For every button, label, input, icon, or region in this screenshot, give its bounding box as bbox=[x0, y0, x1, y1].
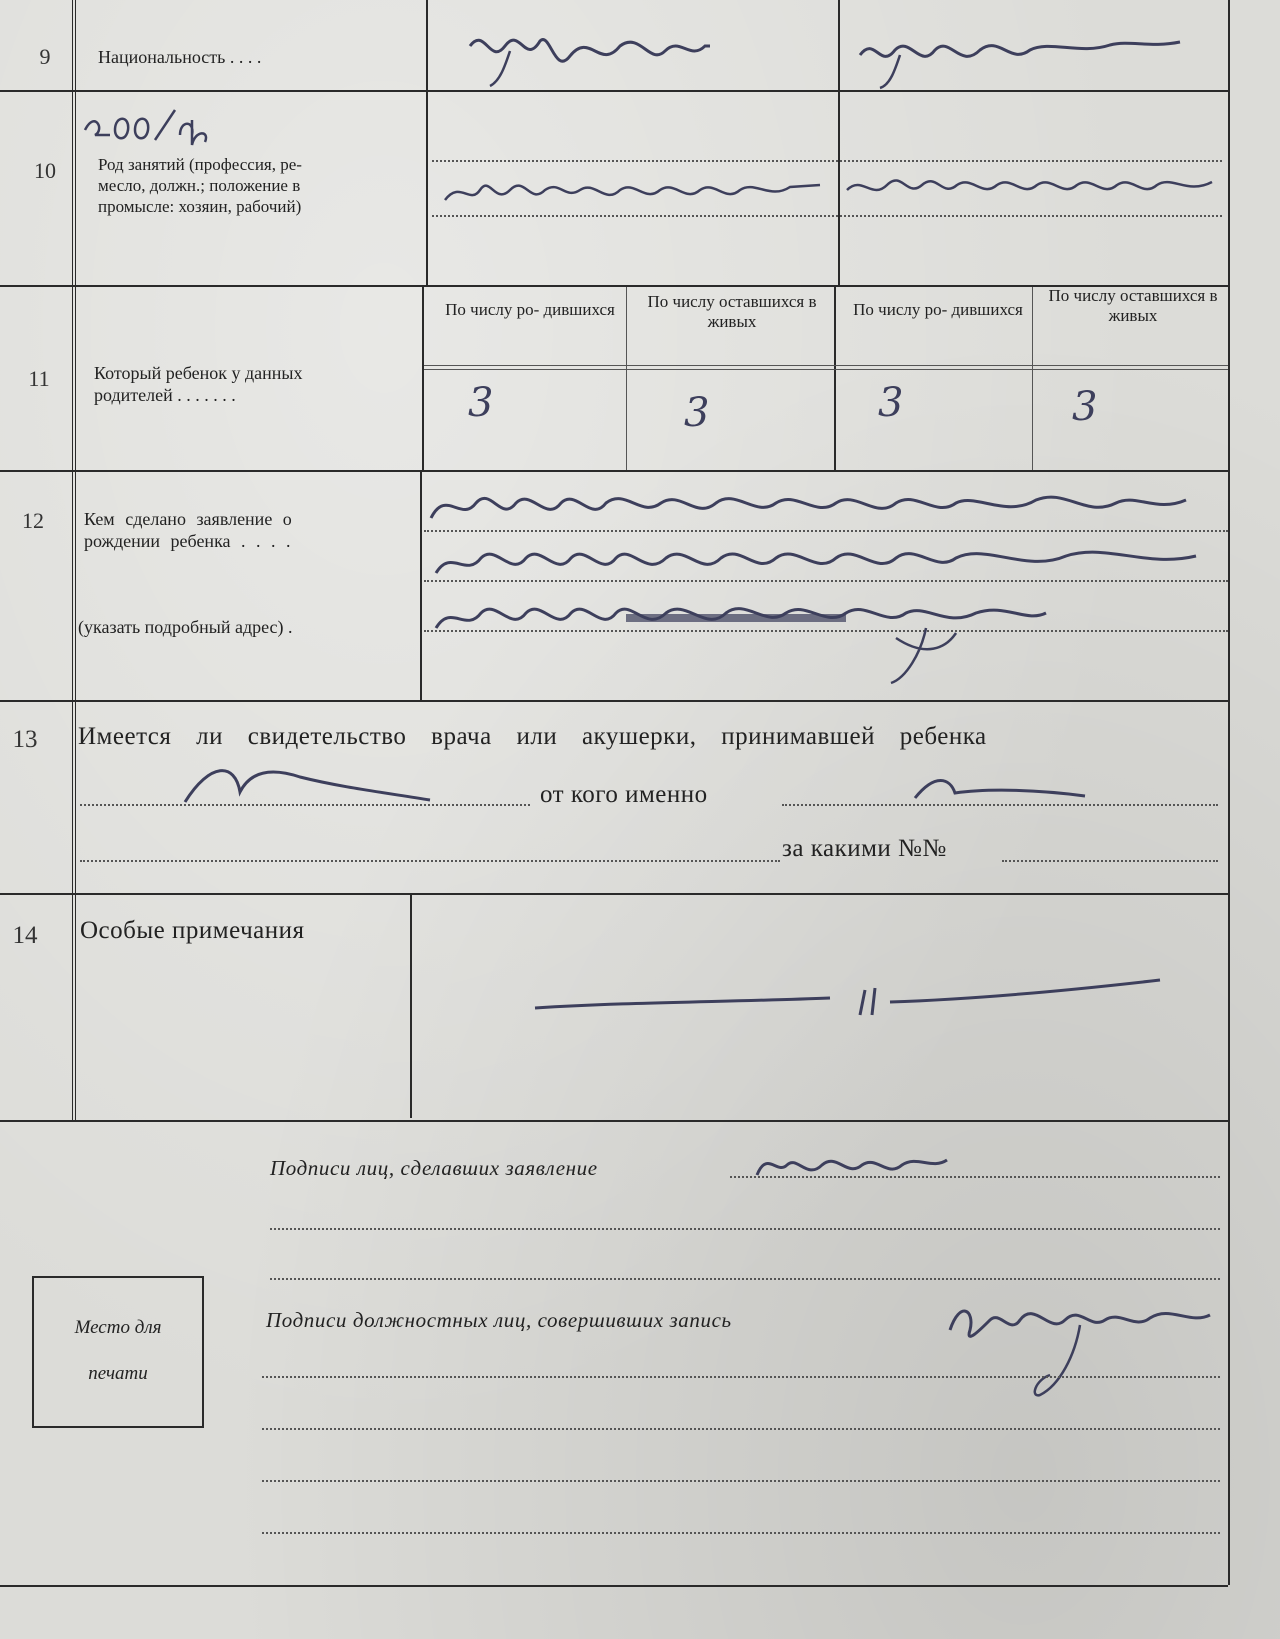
value-mother-living: 3 bbox=[1072, 384, 1098, 430]
declarant-label-line-2: рождении ребенка . . . . bbox=[84, 531, 291, 551]
applicant-signature bbox=[752, 1140, 952, 1190]
row-number-12: 12 bbox=[22, 508, 44, 533]
col-divider-11c bbox=[834, 285, 836, 470]
stamp-box bbox=[32, 1276, 204, 1428]
occupation-mother-entry bbox=[842, 160, 1222, 210]
official-signatures-label: Подписи должностных лиц, совершивших запись bbox=[266, 1308, 732, 1332]
occupation-father-entry bbox=[440, 165, 830, 215]
numbers-label: за какими №№ bbox=[782, 835, 947, 862]
address-label: (указать подробный адрес) . bbox=[78, 617, 293, 637]
right-border bbox=[1228, 0, 1230, 1585]
col-divider-b bbox=[838, 0, 840, 285]
row-sep-12 bbox=[0, 700, 1228, 702]
child-order-label bbox=[94, 362, 303, 406]
child-order-label-line-2: родителей . . . . . . . bbox=[94, 385, 236, 405]
nationality-father-entry bbox=[450, 6, 820, 86]
row10-rule-bottom bbox=[432, 215, 1222, 217]
declarant-handwriting bbox=[426, 478, 1226, 688]
applicant-signature-line-1 bbox=[730, 1176, 1220, 1178]
value-father-living: 3 bbox=[684, 390, 710, 436]
occupation-note bbox=[80, 100, 220, 150]
dash-mark-certificate bbox=[180, 752, 440, 812]
subcol-header-mother-living: По числу оставшихся в живых bbox=[1048, 286, 1218, 325]
stamp-label-line-2: печати bbox=[88, 1363, 148, 1384]
subcol-header-father-born: По числу ро- дившихся bbox=[445, 300, 615, 319]
handwriting-occupation-mother bbox=[842, 160, 1222, 210]
official-signature-line-4 bbox=[262, 1532, 1220, 1534]
declarant-label-line-1: Кем сделано заявление о bbox=[84, 509, 292, 529]
col-divider-11a bbox=[422, 285, 424, 470]
official-signature-line-1 bbox=[262, 1376, 1220, 1378]
from-whom-label: от кого именно bbox=[540, 781, 708, 808]
row-sep-14 bbox=[0, 1120, 1228, 1122]
row-number-9: 9 bbox=[39, 44, 51, 69]
numbers-line-b bbox=[1002, 860, 1218, 862]
value-mother-born: 3 bbox=[878, 380, 904, 426]
declarant-label bbox=[84, 508, 292, 552]
handwriting-nationality-father bbox=[450, 6, 820, 86]
numbers-line-a bbox=[80, 860, 780, 862]
occupation-label bbox=[98, 154, 302, 217]
child-order-label-line-1: Который ребенок у данных bbox=[94, 363, 303, 383]
official-signature-line-2 bbox=[262, 1428, 1220, 1430]
handwriting-nationality-mother bbox=[850, 10, 1220, 90]
official-signature bbox=[940, 1270, 1220, 1400]
row-number-13: 13 bbox=[12, 726, 38, 753]
row11-rule bbox=[424, 365, 1228, 366]
row-number-11: 11 bbox=[28, 366, 50, 391]
dash-mark-notes bbox=[530, 960, 1170, 1030]
col-divider-11d bbox=[1032, 285, 1033, 470]
handwriting-note-200 bbox=[80, 100, 220, 150]
row-number-10: 10 bbox=[34, 158, 56, 183]
nationality-label: Национальность . . . . bbox=[98, 47, 262, 67]
col-divider-a bbox=[426, 0, 428, 285]
value-father-born: 3 bbox=[468, 380, 494, 426]
occupation-label-line-3: промысле: хозяин, рабочий) bbox=[98, 197, 302, 216]
nationality-mother-entry bbox=[850, 10, 1220, 90]
occupation-label-line-1: Род занятий (профессия, ре- bbox=[98, 155, 302, 174]
col-divider-12 bbox=[420, 470, 422, 700]
subcol-header-father-living: По числу оставшихся в живых bbox=[647, 292, 817, 331]
handwriting-occupation-father bbox=[440, 165, 830, 215]
row-sep-13 bbox=[0, 893, 1228, 895]
left-border bbox=[72, 0, 76, 1120]
col-divider-11b bbox=[626, 285, 627, 470]
notes-label: Особые примечания bbox=[80, 917, 305, 944]
row-number-14: 14 bbox=[12, 922, 38, 949]
occupation-label-line-2: месло, должн.; положение в bbox=[98, 176, 301, 195]
dash-mark-from-whom bbox=[910, 768, 1090, 808]
stamp-label-line-1: Место для bbox=[74, 1317, 162, 1338]
bottom-border bbox=[0, 1585, 1228, 1587]
certificate-question: Имеется ли свидетельство врача или акушерки, принимавшей ребенка bbox=[78, 723, 987, 750]
col-divider-14 bbox=[410, 893, 412, 1118]
row-sep-11 bbox=[0, 470, 1228, 472]
applicant-signature-line-2 bbox=[270, 1228, 1220, 1230]
row11-rule2 bbox=[424, 369, 1228, 370]
row-sep-9 bbox=[0, 90, 1228, 92]
subcol-header-mother-born: По числу ро- дившихся bbox=[853, 300, 1023, 319]
applicant-signatures-label: Подписи лиц, сделавших заявление bbox=[270, 1156, 598, 1180]
official-signature-line-3 bbox=[262, 1480, 1220, 1482]
handwriting-declarant bbox=[426, 478, 1226, 688]
